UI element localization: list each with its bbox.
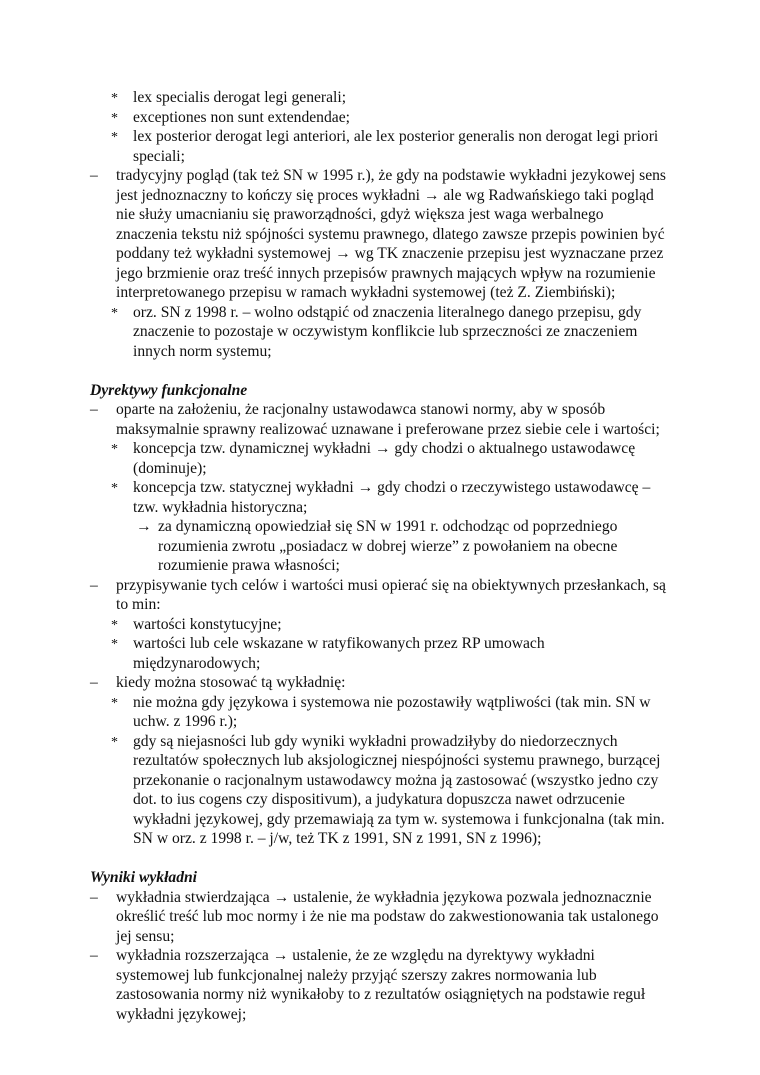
- dash-marker: –: [90, 947, 98, 964]
- section-heading: Dyrektywy funkcjonalne: [90, 381, 248, 399]
- item-text: wartości lub cele wskazane w ratyfikowanych przez RP umowach międzynarodowych;: [133, 635, 545, 672]
- item-text: wartości konstytucyjne;: [133, 615, 282, 633]
- asterisk-marker: *: [111, 637, 118, 652]
- dash-marker: –: [90, 576, 98, 594]
- sub-list-item: [0, 108, 760, 128]
- asterisk-marker: *: [111, 130, 118, 145]
- dash-marker: –: [90, 167, 98, 184]
- asterisk-marker: *: [111, 481, 118, 496]
- sub-list-item: [0, 478, 760, 517]
- sub-list-item: [0, 634, 760, 673]
- list-item: [0, 400, 760, 439]
- dash-marker: –: [90, 888, 98, 906]
- item-text: gdy są niejasności lub gdy wyniki wykładni prowadziłyby do niedorzecznych rezultatów społecznych lub aksjologicznej niespójności systemu prawnego, burzącej przekonanie o racjonalnym ustawodawcy można ją zastosować (wszystko jedno czy dot. to ius cogens czy dispositivum), a judykatura dopuszcza nawet odrzucenie wykładni językowej, gdy przemawiają za tym w. systemowa i funkcjonalna (tak min. SN w orz. z 1998 r. – j/w, też TK z 1991, SN z 1991, SN z 1996);: [133, 732, 665, 847]
- item-text: kiedy można stosować tą wykładnię:: [116, 674, 346, 691]
- item-text: wykładnia stwierdzająca → ustalenie, że wykładnia językowa pozwala jednoznacznie określić treść lub moc normy i że nie ma podstaw do zakwestionowania tak ustalonego jej sensu;: [116, 888, 659, 945]
- item-text: oparte na założeniu, że racjonalny ustawodawca stanowi normy, aby w sposób maksymalnie sprawny realizować uznawane i preferowane przez siebie cele i wartości;: [116, 401, 660, 438]
- item-text: wykładnia rozszerzająca → ustalenie, że ze względu na dyrektywy wykładni systemowej lub funkcjonalnej należy przyjąć szerszy zakres normowania lub zastosowania normy niż wynikałoby to z rezultatów osiągniętych na podstawie reguł wykładni językowej;: [116, 947, 646, 1023]
- item-text: orz. SN z 1998 r. – wolno odstąpić od znaczenia literalnego danego przepisu, gdy znaczenie to pozostaje w oczywistym konflikcie lub sprzeczności ze znaczeniem innych norm systemu;: [133, 303, 642, 360]
- sub-list-item: [0, 732, 760, 849]
- asterisk-marker: *: [111, 91, 118, 106]
- list-item: [0, 946, 760, 1024]
- dash-marker: –: [90, 674, 98, 691]
- asterisk-marker: *: [111, 442, 118, 457]
- paragraph-gap: [0, 849, 760, 869]
- sub-list-item: [0, 88, 760, 108]
- asterisk-marker: *: [111, 617, 118, 633]
- item-text: koncepcja tzw. dynamicznej wykładni → gdy chodzi o aktualnego ustawodawcę (dominuje);: [133, 440, 636, 477]
- asterisk-marker: *: [111, 305, 118, 321]
- list-item: [0, 888, 760, 947]
- item-text: lex specialis derogat legi generali;: [133, 89, 347, 106]
- asterisk-marker: *: [111, 110, 118, 126]
- list-item: [0, 576, 760, 615]
- item-text: lex posterior derogat legi anteriori, ale lex posterior generalis non derogat legi priori speciali;: [133, 128, 659, 165]
- document-body: [0, 88, 760, 1024]
- section-heading: Wyniki wykładni: [90, 869, 198, 886]
- sub-sub-list-item: [0, 517, 760, 576]
- asterisk-marker: *: [111, 695, 118, 711]
- item-text: tradycyjny pogląd (tak też SN w 1995 r.), że gdy na podstawie wykładni jezykowej sens jest jednoznaczny to kończy się proces wykładni → ale wg Radwańskiego taki pogląd nie służy umacnianiu się praworządności, gdyż większa jest waga werbalnego znaczenia tekstu niż spójności systemu prawnego, dlatego zawsze przepis powinien być poddany też wykładni systemowej → wg TK znaczenie przepisu jest wyznaczane przez jego brzmienie oraz treść innych przepisów prawnych mających wpływ na rozumienie interpretowanego przepisu w ramach wykładni systemowej (też Z. Ziembiński);: [116, 167, 666, 301]
- item-text: koncepcja tzw. statycznej wykładni → gdy chodzi o rzeczywistego ustawodawcę – tzw. wykładnia historyczna;: [133, 479, 651, 516]
- list-item: [0, 166, 760, 303]
- item-text: za dynamiczną opowiedział się SN w 1991 r. odchodząc od poprzedniego rozumienia zwrotu „posiadacz w dobrej wierze” z powołaniem na obecne rozumienie prawa własności;: [158, 518, 618, 574]
- sub-list-item: [0, 127, 760, 166]
- dash-marker: –: [90, 401, 98, 418]
- item-text: exceptiones non sunt extendendae;: [133, 108, 350, 126]
- asterisk-marker: *: [111, 734, 118, 750]
- sub-list-item: [0, 615, 760, 635]
- item-text: przypisywanie tych celów i wartości musi opierać się na obiektywnych przesłankach, są to min:: [116, 576, 666, 613]
- paragraph-gap: [0, 361, 760, 381]
- list-item: [0, 673, 760, 693]
- sub-list-item: [0, 303, 760, 362]
- sub-list-item: [0, 439, 760, 478]
- sub-list-item: [0, 693, 760, 732]
- item-text: nie można gdy językowa i systemowa nie pozostawiły wątpliwości (tak min. SN w uchw. z 1996 r.);: [133, 693, 651, 730]
- arrow-marker: →: [136, 518, 152, 535]
